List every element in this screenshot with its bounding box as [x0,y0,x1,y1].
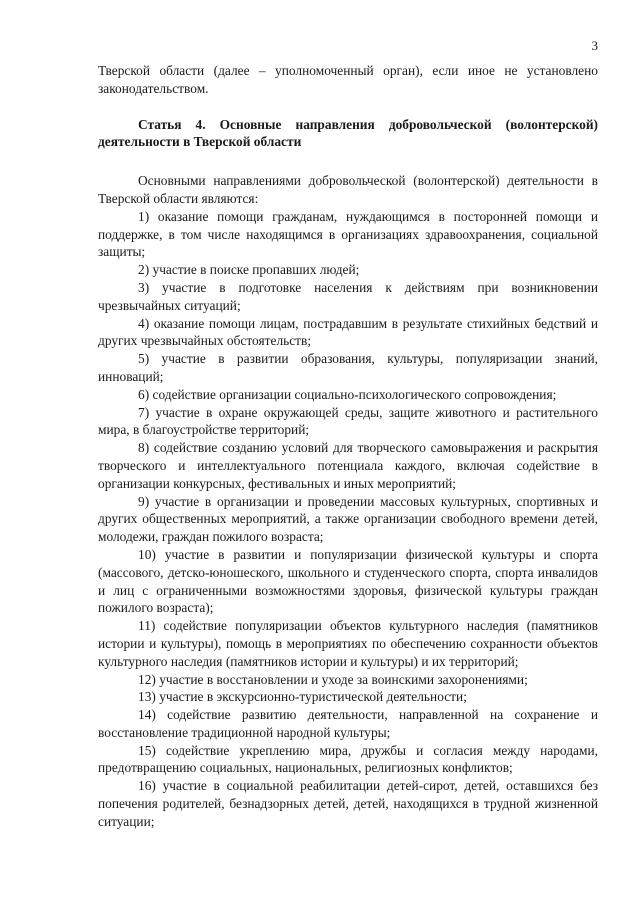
directions-list [98,208,598,831]
list-item: 1) оказание помощи гражданам, нуждающимся в посторонней помощи и поддержке, в том числе находящимся в организациях здравоохранения, социальной защиты; [98,208,598,260]
article-heading: Статья 4. Основные направления добровольческой (волонтерской) деятельности в Тверской области [98,116,598,150]
list-item: 13) участие в экскурсионно-туристической деятельности; [138,689,467,705]
article-lead: Основными направлениями добровольческой (волонтерской) деятельности в Тверской области являются: [98,173,598,206]
list-item: 15) содействие укреплению мира, дружбы и согласия между народами, предотвращению социальных, национальных, религиозных конфликтов; [98,742,598,776]
list-item: 14) содействие развитию деятельности, направленной на сохранение и восстановление традиционной народной культуры; [98,707,598,740]
intro-continuation: Тверской области (далее – уполномоченный орган), если иное не установлено законодательством. [98,63,598,96]
list-item: 2) участие в поиске пропавших людей; [138,262,360,278]
list-item: 4) оказание помощи лицам, пострадавшим в результате стихийных бедствий и других чрезвычайных обстоятельств; [98,315,598,349]
list-item: 6) содействие организации социально-психологического сопровождения; [138,386,557,402]
list-item: 10) участие в развитии и популяризации физической культуры и спорта (массового, детско-юношеского, школьного и студенческого спорта, спорта инвалидов и лиц с ограниченными возможностями здоровья, физической культуры граждан пожилого возраста); [98,546,598,616]
page-number: 3 [591,38,598,53]
list-item: 9) участие в организации и проведении массовых культурных, спортивных и других общественных мероприятий, а также организации свободного времени детей, молодежи, граждан пожилого возраста; [98,493,598,545]
list-item: 11) содействие популяризации объектов культурного наследия (памятников истории и культуры), помощь в мероприятиях по обеспечению сохранности объектов культурного наследия (памятников истории и культуры) и их территорий; [98,618,598,669]
list-item: 16) участие в социальной реабилитации детей-сирот, детей, оставшихся без попечения родителей, безнадзорных детей, детей, находящихся в трудной жизненной ситуации; [98,778,598,829]
list-item: 3) участие в подготовке населения к действиям при возникновении чрезвычайных ситуаций; [98,279,598,313]
list-item: 8) содействие созданию условий для творческого самовыражения и раскрытия творческого и интеллектуального потенциала каждого, включая содействие в организации конкурсных, фестивальных и иных мероприятий; [98,440,598,491]
list-item: 7) участие в охране окружающей среды, защите животного и растительного мира, в благоустройстве территорий; [98,404,598,438]
list-item: 5) участие в развитии образования, культуры, популяризации знаний, инноваций; [98,351,598,384]
list-item: 12) участие в восстановлении и уходе за воинскими захоронениями; [138,671,528,687]
document-body [98,62,598,831]
